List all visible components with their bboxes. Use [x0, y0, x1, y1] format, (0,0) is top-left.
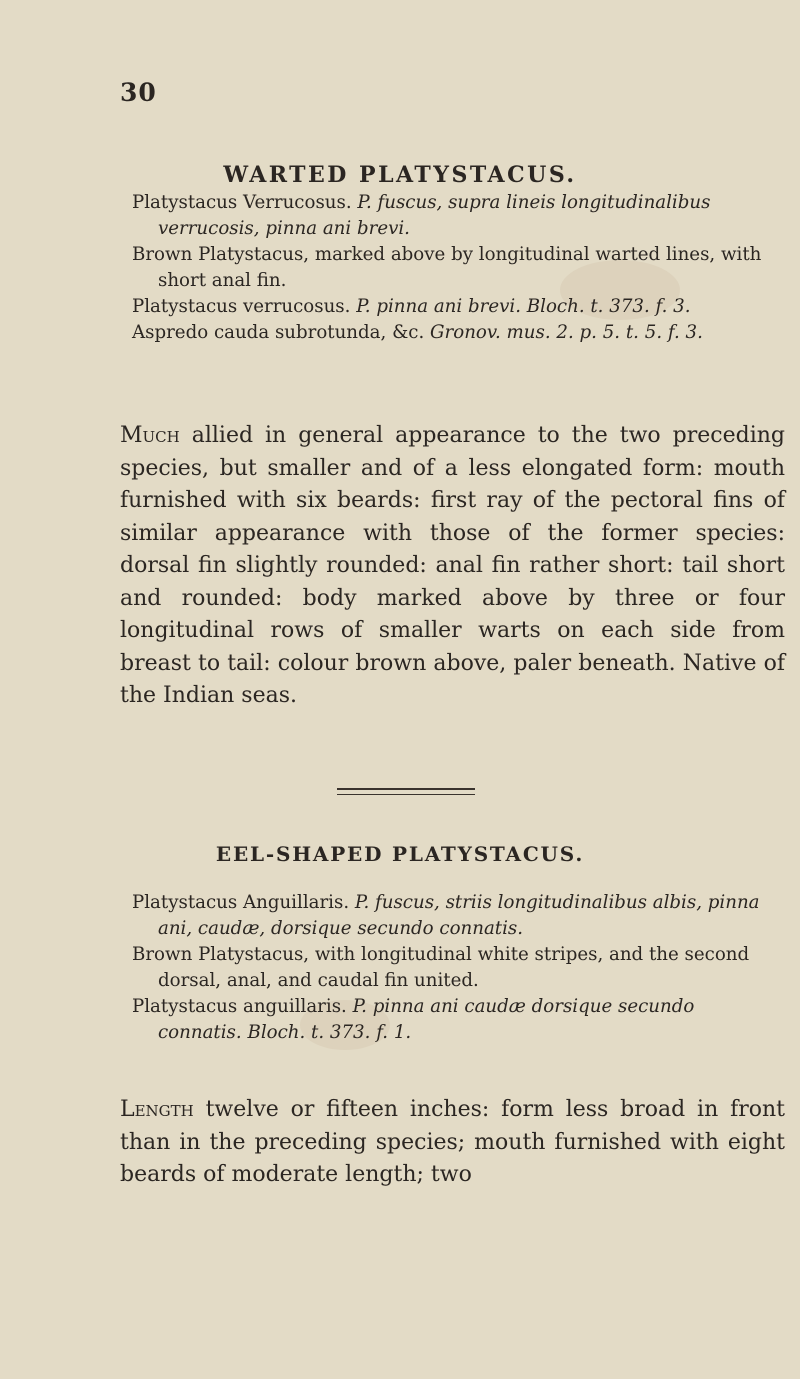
synonym-entry — [132, 242, 782, 294]
section-title-warted: WARTED PLATYSTACUS. — [223, 162, 577, 188]
synonym-reference: Bloch. t. 373. f. 3. — [526, 296, 691, 317]
section-title-eel-shaped: EEL-SHAPED PLATYSTACUS. — [215, 842, 585, 866]
synonym-description: P. fuscus, striis longitudinalibus albis, pinna ani, caudæ, dorsique secundo connatis. — [158, 892, 760, 939]
synonym-entry — [132, 190, 782, 242]
synonym-entry — [132, 320, 782, 346]
lead-word: Length — [120, 1097, 194, 1122]
description-eel-shaped — [120, 1094, 785, 1192]
page-number: 30 — [120, 78, 157, 107]
synonym-description: P. pinna ani brevi. — [356, 296, 521, 317]
description-warted — [120, 420, 785, 713]
synonym-reference: Bloch. t. 373. f. 1. — [247, 1022, 412, 1043]
synonym-description: P. fuscus, supra lineis longitudinalibus verrucosis, pinna ani brevi. — [158, 192, 711, 239]
section-divider — [337, 788, 475, 790]
synonym-entry — [132, 942, 782, 994]
synonym-entry — [132, 294, 782, 320]
synonymy-warted — [132, 190, 782, 346]
synonym-name: Platystacus anguillaris. — [132, 996, 347, 1017]
synonym-name: Aspredo cauda subrotunda, &c. — [132, 322, 425, 343]
synonym-name: Platystacus Verrucosus. — [132, 192, 352, 213]
synonym-name: Brown Platystacus, with longitudinal white stripes, and the second dorsal, anal, and caudal fin united. — [132, 944, 750, 991]
synonym-name: Brown Platystacus, marked above by longitudinal warted lines, with short anal fin. — [132, 244, 762, 291]
description-text: twelve or fifteen inches: form less broad in front than in the preceding species; mouth furnished with eight beards of moderate length; two — [120, 1097, 785, 1187]
synonym-reference: Gronov. mus. 2. p. 5. t. 5. f. 3. — [430, 322, 703, 343]
synonym-entry — [132, 890, 782, 942]
lead-word: Much — [120, 423, 180, 448]
synonymy-eel-shaped — [132, 890, 782, 1046]
section-divider — [337, 794, 475, 795]
synonym-name: Platystacus verrucosus. — [132, 296, 351, 317]
synonym-entry — [132, 994, 782, 1046]
synonym-description: P. pinna ani caudæ dorsique secundo connatis. — [158, 996, 695, 1043]
description-text: allied in general appearance to the two preceding species, but smaller and of a less elongated form: mouth furnished with six beards: first ray of the pectoral fins of similar appearance with those of the former species: dorsal fin slightly rounded: anal fin rather short: tail short and rounded: body marked above by three or four longitudinal rows of smaller warts on each side from breast to tail: colour brown above, paler beneath. Native of the Indian seas. — [120, 423, 785, 708]
synonym-name: Platystacus Anguillaris. — [132, 892, 350, 913]
